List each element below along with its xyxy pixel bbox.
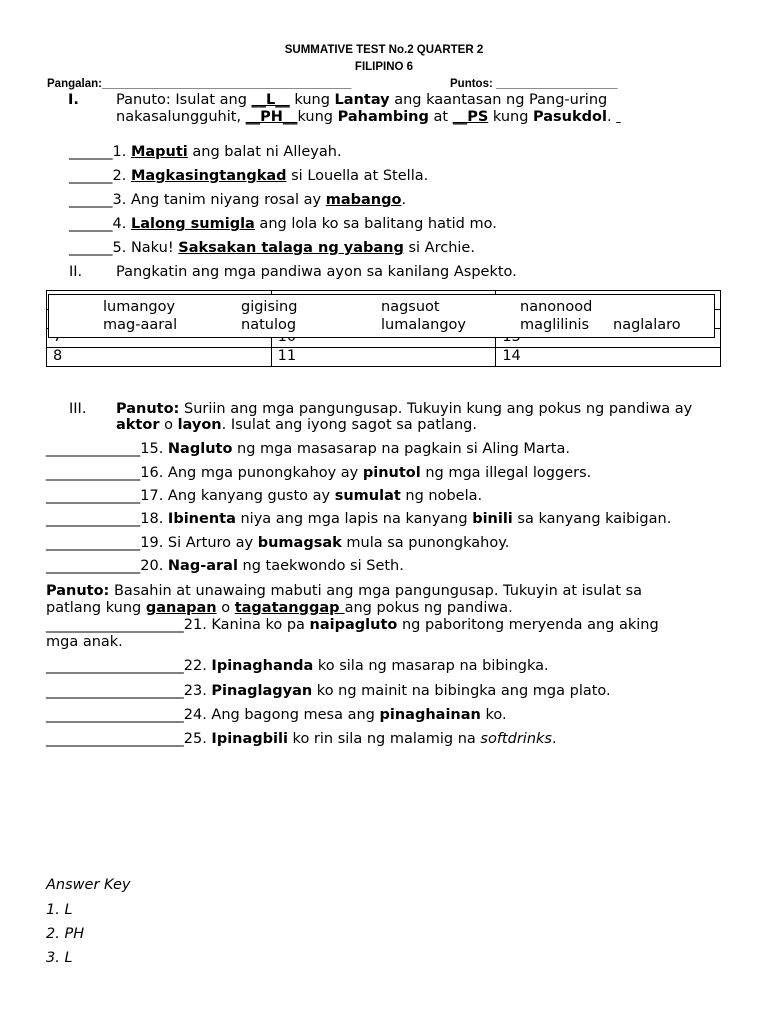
- word-bank-item: gigising: [241, 299, 298, 315]
- part4-item: ___________________23. Pinaglagyan ko ng mainit na bibingka ang mga plato.: [46, 683, 611, 699]
- part1-item: ______1. Maputi ang balat ni Alleyah.: [69, 144, 342, 160]
- word-bank-item: nagsuot: [381, 299, 440, 315]
- part3-item: _____________20. Nag-aral ng taekwondo si Seth.: [46, 558, 404, 574]
- answer-key-title: Answer Key: [46, 877, 131, 893]
- part3-instruction-line2: aktor o layon. Isulat ang iyong sagot sa patlang.: [116, 417, 477, 433]
- part1-item: ______3. Ang tanim niyang rosal ay mabango.: [69, 192, 407, 208]
- part1-item: ______4. Lalong sumigla ang lola ko sa balitang hatid mo.: [69, 216, 497, 232]
- table-cell: 8: [47, 348, 272, 367]
- word-bank-box: [48, 294, 715, 338]
- part3-item: _____________16. Ang mga punongkahoy ay pinutol ng mga illegal loggers.: [46, 465, 592, 481]
- answer-key-item: 1. L: [46, 902, 73, 918]
- answer-key-item: 3. L: [46, 950, 73, 966]
- word-bank-item: lumalangoy: [381, 317, 466, 333]
- part4-item-wrap: mga anak.: [46, 634, 123, 650]
- part1-item: ______2. Magkasingtangkad si Louella at Stella.: [69, 168, 429, 184]
- answer-key-item: 2. PH: [46, 926, 85, 942]
- part4-instruction-line1: Panuto: Basahin at unawaing mabuti ang mga pangungusap. Tukuyin at isulat sa: [46, 583, 643, 599]
- name-field: Pangalan:_______________________________________: [47, 78, 352, 90]
- part2-numeral: II.: [69, 264, 83, 280]
- part3-item: _____________17. Ang kanyang gusto ay sumulat ng nobela.: [46, 488, 483, 504]
- part1-numeral: I.: [68, 92, 79, 108]
- part1-instruction-line2: nakasalungguhit, __PH__kung Pahambing at __PS kung Pasukdol.: [116, 109, 617, 125]
- part3-item: _____________15. Nagluto ng mga masasarap na pagkain si Aling Marta.: [46, 441, 570, 457]
- word-bank-item: naglalaro: [613, 317, 681, 333]
- part4-item: ___________________25. Ipinagbili ko rin sila ng malamig na softdrinks.: [46, 731, 557, 747]
- part3-item: _____________19. Si Arturo ay bumagsak mula sa punongkahoy.: [46, 535, 510, 551]
- part4-item: ___________________21. Kanina ko pa naipagluto ng paboritong meryenda ang aking: [46, 617, 659, 633]
- word-bank-item: mag-aaral: [103, 317, 178, 333]
- test-title: SUMMATIVE TEST No.2 QUARTER 2: [284, 44, 484, 56]
- table-cell: 11: [271, 348, 496, 367]
- part4-item: ___________________22. Ipinaghanda ko sila ng masarap na bibingka.: [46, 658, 549, 674]
- word-bank-item: nanonood: [520, 299, 593, 315]
- word-bank-item: maglilinis: [520, 317, 590, 333]
- table-cell: 14: [496, 348, 721, 367]
- word-bank-item: lumangoy: [103, 299, 176, 315]
- part2-instruction: Pangkatin ang mga pandiwa ayon sa kanilang Aspekto.: [116, 264, 517, 280]
- part3-item: _____________18. Ibinenta niya ang mga lapis na kanyang binili sa kanyang kaibigan.: [46, 511, 672, 527]
- subject-title: FILIPINO 6: [354, 61, 414, 73]
- part4-item: ___________________24. Ang bagong mesa ang pinaghainan ko.: [46, 707, 507, 723]
- part3-numeral: III.: [69, 401, 87, 417]
- part3-instruction-line1: Panuto: Suriin ang mga pangungusap. Tukuyin kung ang pokus ng pandiwa ay: [116, 401, 693, 417]
- part4-instruction-line2: patlang kung ganapan o tagatanggap ang pokus ng pandiwa.: [46, 600, 513, 616]
- part1-instruction-line1: Panuto: Isulat ang __L__ kung Lantay ang kaantasan ng Pang-uring: [116, 92, 608, 108]
- score-field: Puntos: ___________________: [450, 78, 618, 90]
- word-bank-item: natulog: [241, 317, 297, 333]
- part1-item: ______5. Naku! Saksakan talaga ng yabang si Archie.: [69, 240, 475, 256]
